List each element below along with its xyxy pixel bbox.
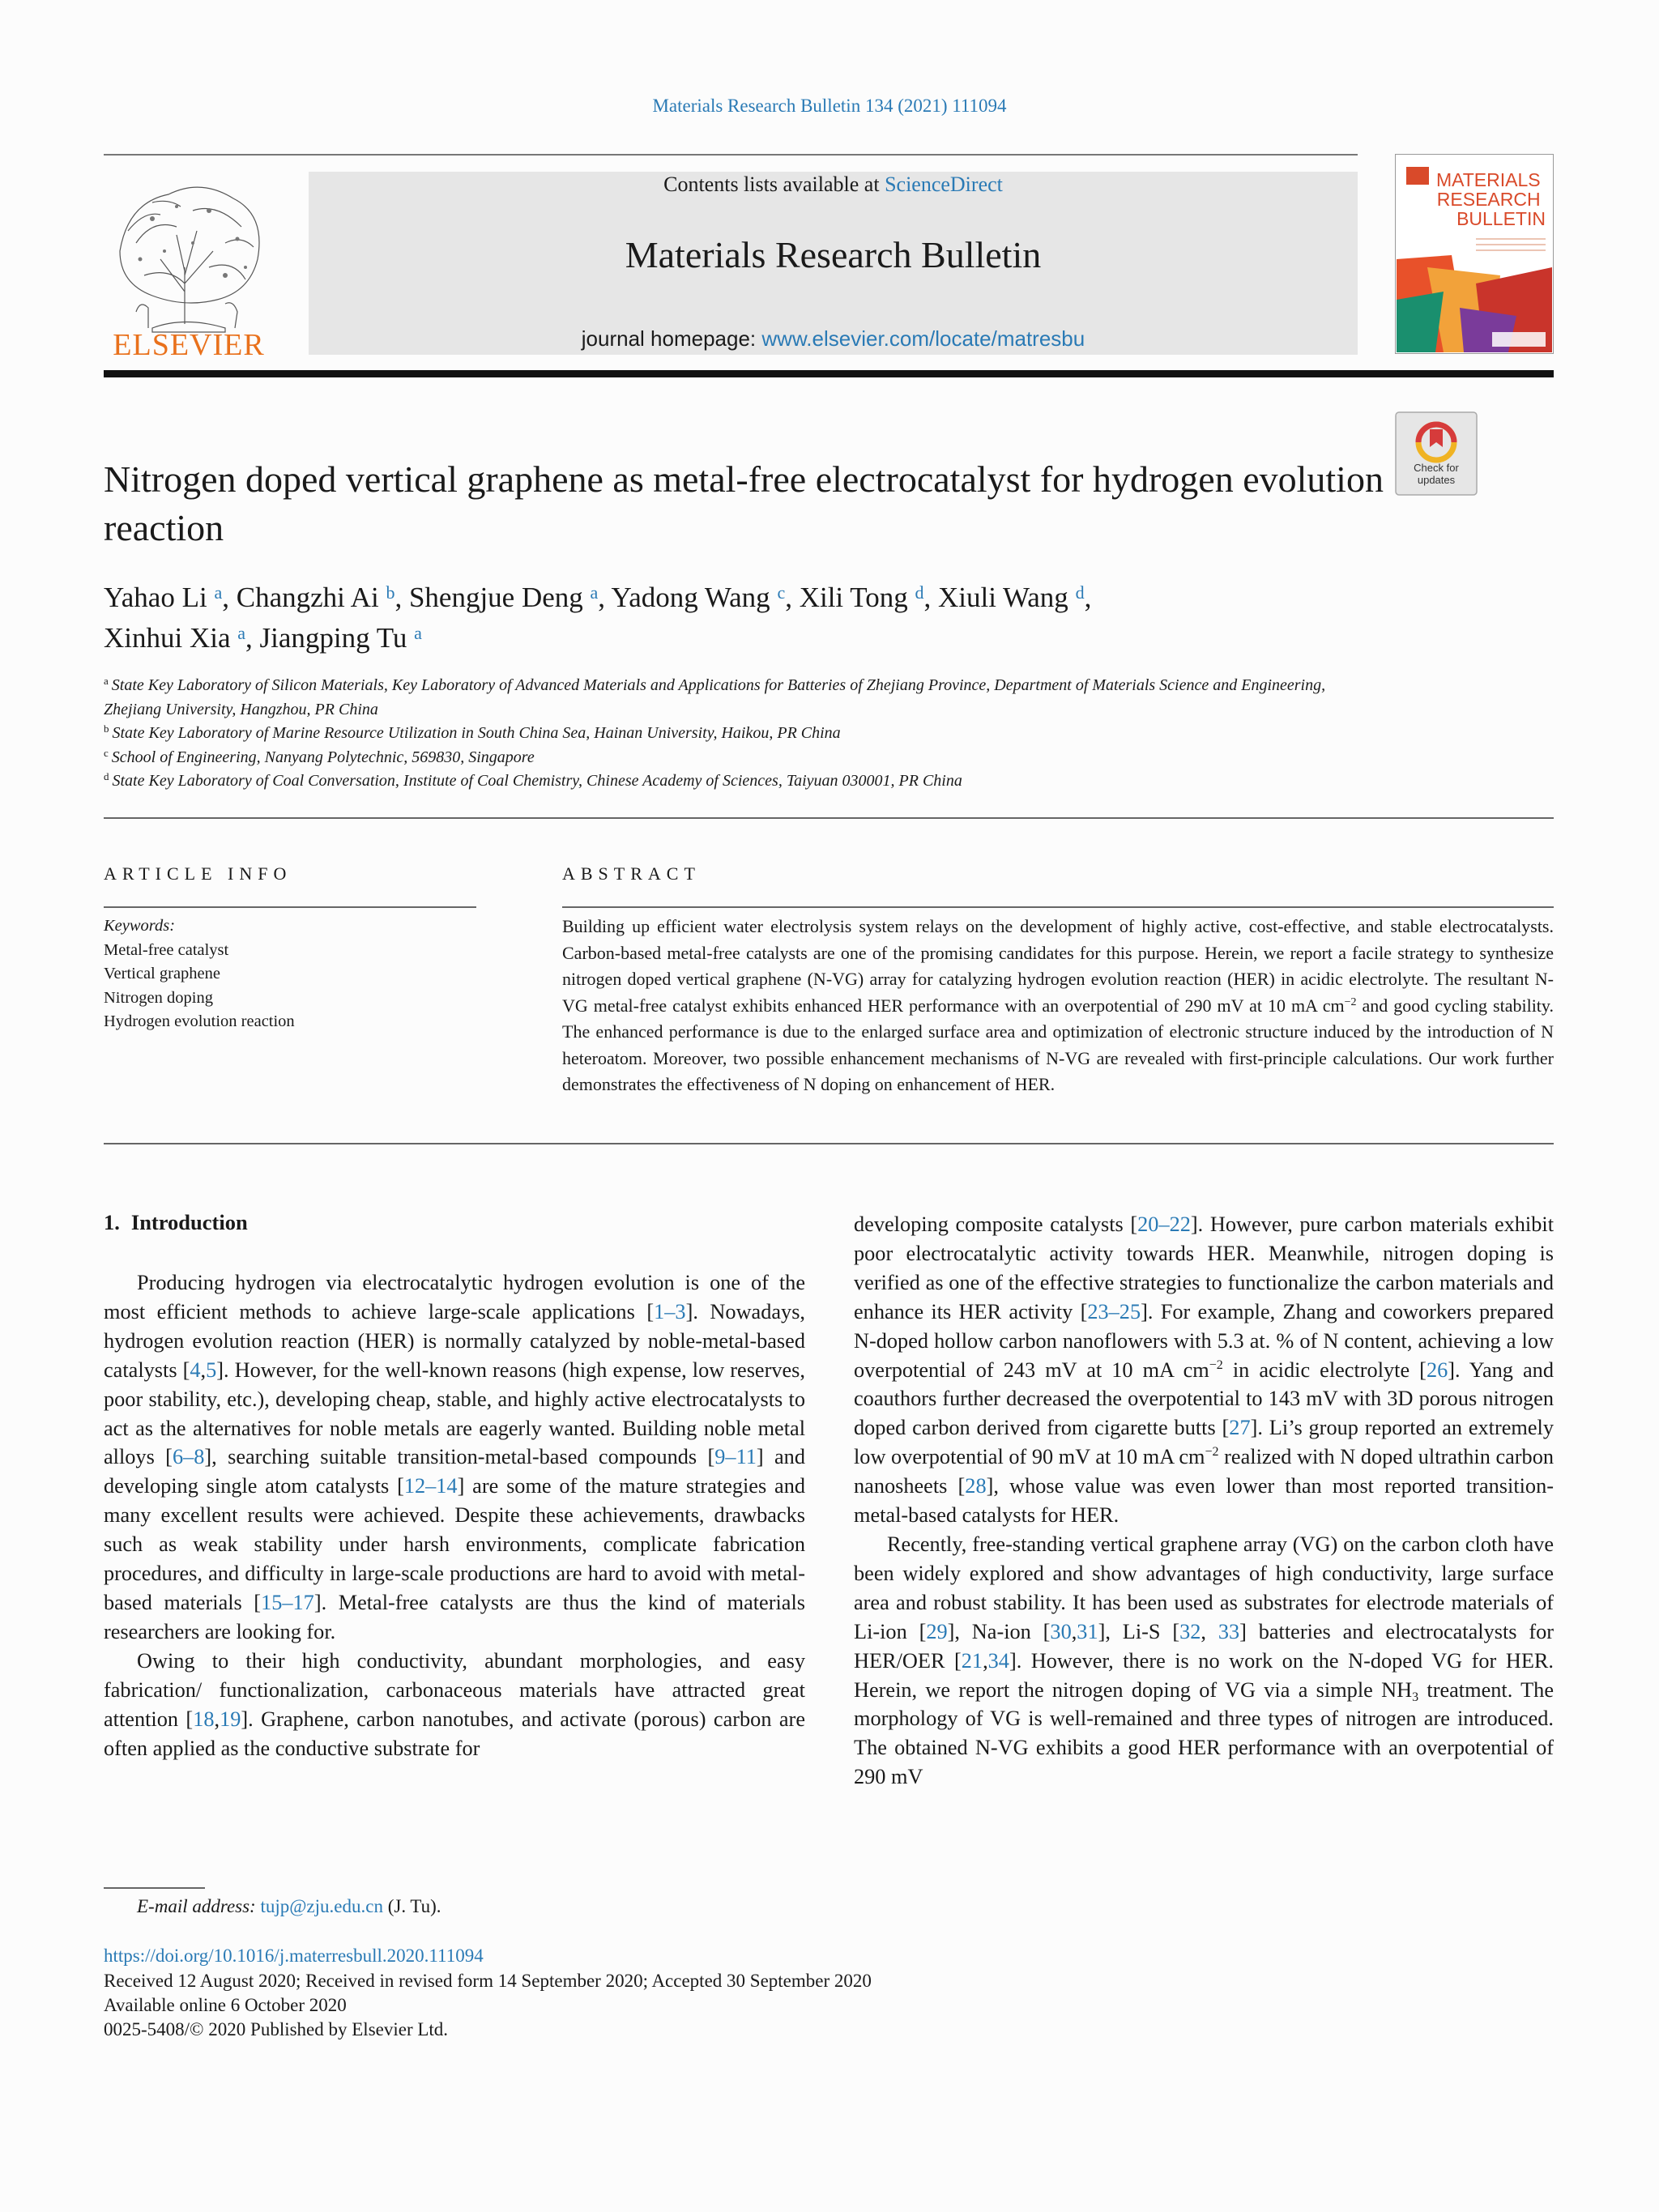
author-name[interactable]: Yadong Wang	[611, 582, 770, 613]
author-name[interactable]: Jiangping Tu	[259, 622, 407, 654]
abstract-divider	[562, 906, 1554, 908]
author-name[interactable]: Xili Tong	[799, 582, 908, 613]
homepage-line: journal homepage: www.elsevier.com/locate/matresbu	[581, 326, 1085, 351]
citation-link[interactable]: 6–8	[172, 1445, 205, 1469]
email-link[interactable]: tujp@zju.edu.cn	[260, 1896, 383, 1916]
author-affiliation-mark[interactable]: d	[1075, 582, 1085, 603]
check-for-updates-button[interactable]	[1395, 411, 1478, 496]
keyword-item: Hydrogen evolution reaction	[104, 1012, 295, 1030]
header-thick-divider	[104, 370, 1554, 377]
cover-title-line-3: BULLETIN	[1456, 208, 1546, 229]
affiliation-divider	[104, 817, 1554, 819]
received-dates: Received 12 August 2020; Received in revised form 14 September 2020; Accepted 30 September 2020	[104, 1971, 872, 1991]
footnote-divider	[104, 1887, 205, 1889]
author-name[interactable]: Xiuli Wang	[937, 582, 1068, 613]
abstract-text: Building up efficient water electrolysis system relays on the development of highly active, cost-effective, and stable electrocatalysts. Carbon-based metal-free catalysts are one of the promising candidates for this purpose. Herein, we report a facile strategy to synthesize nitrogen doped vertical graphene (N-VG) array for catalyzing hydrogen evolution reaction (HER) in acidic electrolyte. The resultant N-VG metal-free catalyst exhibits enhanced HER performance with an overpotential of 290 mV at 10 mA $cm^{-2}$ and good cycling stability. The enhanced performance is due to the enlarged surface area and optimization of electronic structure induced by the introduction of N heteroatom. Moreover, two possible enhancement mechanisms of N-VG are revealed with first-principle calculations. Our work further demonstrates the effectiveness of N doping on enhancement of HER.	[562, 916, 1554, 1094]
citation-link[interactable]: 19	[220, 1707, 241, 1731]
citation-link[interactable]: 29	[926, 1619, 948, 1643]
citation-link[interactable]: 12–14	[403, 1474, 458, 1498]
top-divider	[104, 154, 1358, 156]
journal-cover-thumbnail[interactable]	[1395, 154, 1554, 354]
citation-link[interactable]: 32	[1179, 1619, 1201, 1643]
body-paragraph: developing composite catalysts [20–22]. However, pure carbon materials exhibit poor electrocatalytic activity towards HER. Meanwhile, nitrogen doping is verified as one of the effective strategies to functionalize the carbon materials and enhance its HER activity [23–25]. For example, Zhang and coworkers prepared N-doped hollow carbon nanoflowers with 5.3 at. % of N content, achieving a low overpotential of 243 mV at 10 mA $cm^{-2}$ in acidic electrolyte [26]. Yang and coauthors further decreased the overpotential to 143 mV with 3D porous nitrogen doped carbon derived from cigarette butts [27]. Li’s group reported an extremely low overpotential of 90 mV at 10 mA $cm^{-2}$ realized with N doped ultrathin carbon nanosheets [28], whose value was even lower than most reported transition-metal-based catalysts for HER.	[854, 1213, 1554, 1528]
keywords-label: Keywords:	[104, 917, 176, 935]
check-updates-label: Check for updates	[1414, 462, 1459, 486]
citation-link[interactable]: 28	[965, 1474, 987, 1498]
author-name[interactable]: Changzhi Ai	[236, 582, 379, 613]
citation-link[interactable]: 26	[1426, 1357, 1448, 1382]
author-affiliation-mark[interactable]: a	[237, 623, 246, 643]
author-affiliation-mark[interactable]: d	[915, 582, 924, 603]
article-info-heading: ARTICLE INFO	[104, 863, 292, 884]
available-online: Available online 6 October 2020	[104, 1995, 347, 2015]
keyword-item: Metal-free catalyst	[104, 940, 229, 959]
journal-reference[interactable]: Materials Research Bulletin 134 (2021) 111094	[652, 96, 1007, 116]
citation-link[interactable]: 1–3	[654, 1299, 686, 1323]
corresponding-email: E-mail address: tujp@zju.edu.cn (J. Tu).	[137, 1896, 441, 1916]
homepage-link[interactable]: www.elsevier.com/locate/matresbu	[761, 326, 1085, 351]
body-column-right	[854, 1210, 1554, 1792]
author-name[interactable]: Yahao Li	[104, 582, 207, 613]
keywords-block	[104, 914, 476, 1034]
cover-title-line-1: MATERIALS	[1435, 169, 1541, 190]
citation-link[interactable]: 27	[1229, 1416, 1251, 1440]
body-column-left	[104, 1268, 805, 1762]
elsevier-wordmark: ELSEVIER	[113, 328, 265, 360]
article-title: Nitrogen doped vertical graphene as metal-free electrocatalyst for hydrogen evolution reaction	[104, 458, 1384, 548]
author-name[interactable]: Shengjue Deng	[408, 582, 583, 613]
author-list: Yahao Li $^a$, Changzhi Ai $^b$, Shengjue Deng $^a$, Yadong Wang $^c$, Xili Tong $^d$, Xiuli Wang $^d$, Xinhui Xia $^a$, Jiangping Tu $^a$	[104, 582, 1092, 654]
citation-link[interactable]: 33	[1218, 1619, 1240, 1643]
citation-link[interactable]: 18	[193, 1707, 215, 1731]
citation-link[interactable]: 9–11	[714, 1445, 757, 1469]
body-paragraph: Owing to their high conductivity, abundant morphologies, and easy fabrication/ functionalization, carbonaceous materials have attracted great attention [18,19]. Graphene, carbon nanotubes, and activate (porous) carbon are often applied as the conductive substrate for	[104, 1648, 805, 1760]
citation-link[interactable]: 15–17	[261, 1590, 314, 1614]
citation-link[interactable]: 23–25	[1087, 1299, 1141, 1323]
contents-line: Contents lists available at ScienceDirect	[663, 173, 1003, 196]
body-paragraph: Producing hydrogen via electrocatalytic hydrogen evolution is one of the most efficient methods to achieve large-scale applications [1–3]. Nowadays, hydrogen evolution reaction (HER) is normally catalyzed by noble-metal-based catalysts [4,5]. However, for the well-known reasons (high expense, low reserves, poor stability, etc.), developing cheap, stable, and highly active electrocatalysts to act as the alternatives for noble metals are eagerly wanted. Building noble metal alloys [6–8], searching suitable transition-metal-based compounds [9–11] and developing single atom catalysts [12–14] are some of the mature strategies and many excellent results were achieved. Despite these achievements, drawbacks such as weak stability under harsh environments, complicate fabrication procedures, and difficulty in large-scale productions are hard to avoid with metal-based materials [15–17]. Metal-free catalysts are thus the kind of materials researchers are looking for.	[104, 1271, 806, 1643]
author-affiliation-mark[interactable]: a	[214, 582, 223, 603]
citation-link[interactable]: 31	[1077, 1619, 1098, 1643]
doi-link[interactable]: https://doi.org/10.1016/j.materresbull.2020.111094	[104, 1946, 484, 1966]
keyword-item: Nitrogen doping	[104, 988, 213, 1007]
abstract-heading: ABSTRACT	[562, 863, 701, 884]
keyword-item: Vertical graphene	[104, 965, 220, 982]
author-affiliation-mark[interactable]: a	[414, 623, 422, 643]
citation-link[interactable]: 34	[987, 1648, 1009, 1673]
citation-link[interactable]: 5	[206, 1357, 217, 1382]
sciencedirect-link[interactable]: ScienceDirect	[885, 173, 1003, 196]
author-name[interactable]: Xinhui Xia	[104, 622, 231, 654]
affiliation-item: $^c$ School of Engineering, Nanyang Polytechnic, 569830, Singapore	[104, 746, 535, 766]
author-affiliation-mark[interactable]: a	[590, 582, 599, 603]
cover-title-line-2: RESEARCH	[1436, 189, 1541, 210]
affiliation-item: $^d$ State Key Laboratory of Coal Conversation, Institute of Coal Chemistry, Chinese Academy of Sciences, Taiyuan 030001, PR China	[104, 770, 962, 790]
copyright: 0025-5408/© 2020 Published by Elsevier Ltd.	[104, 2019, 449, 2039]
body-paragraph: Recently, free-standing vertical graphene array (VG) on the carbon cloth have been widely explored and show advantages of high conductivity, large surface area and robust stability. It has been used as substrates for electrode materials of Li-ion [29], Na-ion [30,31], Li-S [32, 33] batteries and electrocatalysts for HER/OER [21,34]. However, there is no work on the N-doped VG for HER. Herein, we report the nitrogen doping of VG via a simple $NH_3$ treatment. The morphology of VG is well-remained and three types of nitrogen are introduced. The obtained N-VG exhibits a good HER performance with an overpotential of 290 mV	[854, 1532, 1555, 1789]
abstract-end-divider	[104, 1143, 1554, 1144]
citation-link[interactable]: 21	[961, 1648, 983, 1673]
author-affiliation-mark[interactable]: b	[386, 582, 395, 603]
journal-name: Materials Research Bulletin	[625, 234, 1042, 275]
article-info-divider	[104, 906, 476, 908]
citation-link[interactable]: 4	[190, 1357, 201, 1382]
citation-link[interactable]: 30	[1050, 1619, 1072, 1643]
affiliation-item: $^a$ State Key Laboratory of Silicon Materials, Key Laboratory of Advanced Materials and Applications for Batteries of Zhejiang Province, Department of Materials Science and Engineering, Zhejiang University, Hangzhou, PR China	[104, 675, 1326, 718]
elsevier-logo	[104, 170, 274, 360]
author-affiliation-mark[interactable]: c	[777, 582, 786, 603]
section-heading-introduction: 1. Introduction	[104, 1210, 248, 1234]
citation-link[interactable]: 20–22	[1137, 1213, 1191, 1236]
affiliation-item: $^b$ State Key Laboratory of Marine Resource Utilization in South China Sea, Hainan University, Haikou, PR China	[104, 722, 841, 742]
affiliation-list	[104, 674, 1367, 794]
